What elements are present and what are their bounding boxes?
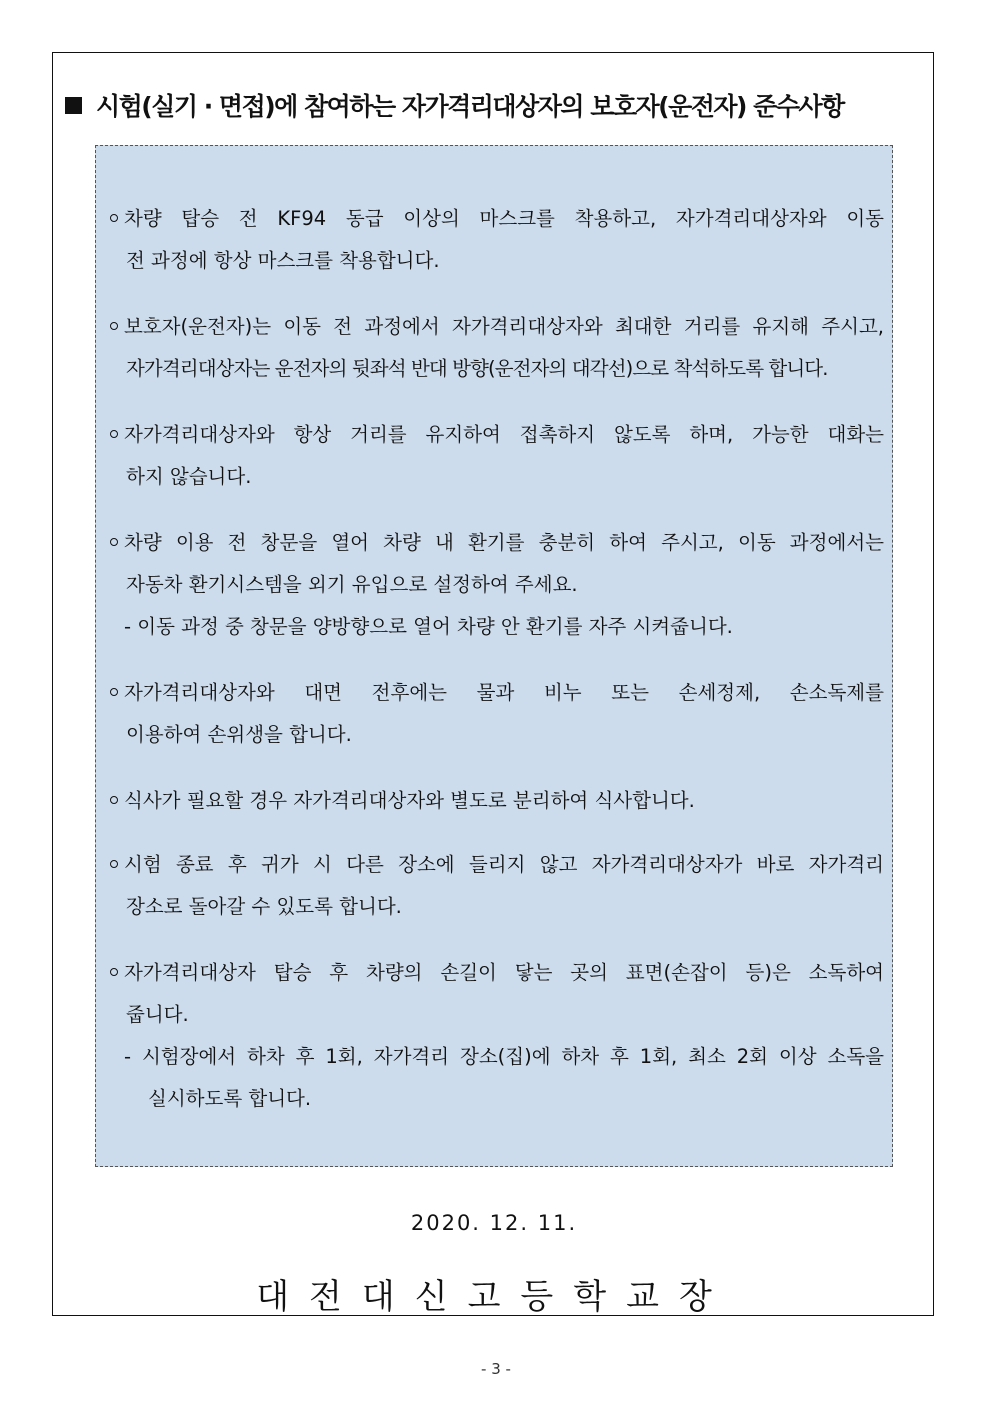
notice-line: 자가격리대상자는 운전자의 뒷좌석 반대 방향(운전자의 대각선)으로 착석하도록 합니다. — [126, 357, 828, 380]
notice-item — [110, 198, 884, 282]
notice-line: 자가격리대상자와 항상 거리를 유지하여 접촉하지 않도록 하며, 가능한 대화는 — [110, 414, 884, 456]
notice-line: 하지 않습니다. — [126, 465, 252, 488]
notice-line: 차량 이용 전 창문을 열어 차량 내 환기를 충분히 하여 주시고, 이동 과정에서는 — [110, 522, 884, 564]
notice-item — [110, 522, 884, 648]
notice-line: 이용하여 손위생을 합니다. — [126, 723, 352, 746]
notice-line: 자동차 환기시스템을 외기 유입으로 설정하여 주세요. — [126, 573, 578, 596]
notice-item — [110, 672, 884, 756]
notice-line: 차량 탑승 전 KF94 동급 이상의 마스크를 착용하고, 자가격리대상자와 이동 — [110, 198, 884, 240]
notice-item — [110, 780, 884, 822]
circle-bullet-icon — [110, 214, 118, 222]
document-frame — [52, 52, 934, 1316]
notice-sub-line: - 시험장에서 하차 후 1회, 자가격리 장소(집)에 하차 후 1회, 최소 2회 이상 소독을 — [124, 1045, 884, 1068]
page-number: - 3 - — [481, 1360, 511, 1378]
school-principal-signature: 대전대신고등학교장 — [256, 1277, 732, 1317]
issue-date: 2020. 12. 11. — [410, 1211, 578, 1235]
notice-item — [110, 414, 884, 498]
circle-bullet-icon — [110, 688, 118, 696]
notice-line: 자가격리대상자와 대면 전후에는 물과 비누 또는 손세정제, 손소독제를 — [110, 672, 884, 714]
notice-line: 장소로 돌아갈 수 있도록 합니다. — [126, 895, 402, 918]
circle-bullet-icon — [110, 538, 118, 546]
title-text: 시험(실기 · 면접)에 참여하는 자가격리대상자의 보호자(운전자) 준수사항 — [96, 92, 844, 121]
notice-line: 줍니다. — [126, 1003, 189, 1026]
notice-line: 보호자(운전자)는 이동 전 과정에서 자가격리대상자와 최대한 거리를 유지해 주시고, — [110, 306, 884, 348]
document-title — [63, 87, 844, 123]
circle-bullet-icon — [110, 796, 118, 804]
notice-item — [110, 306, 884, 390]
circle-bullet-icon — [110, 322, 118, 330]
circle-bullet-icon — [110, 968, 118, 976]
notice-line: 전 과정에 항상 마스크를 착용합니다. — [126, 249, 440, 272]
circle-bullet-icon — [110, 860, 118, 868]
notice-box — [95, 145, 893, 1167]
notice-item — [110, 952, 884, 1120]
notice-sub-line: - 이동 과정 중 창문을 양방향으로 열어 차량 안 환기를 자주 시켜줍니다. — [124, 615, 733, 638]
notice-line: 식사가 필요할 경우 자가격리대상자와 별도로 분리하여 식사합니다. — [110, 780, 884, 822]
square-bullet-icon — [65, 97, 82, 114]
notice-line: 자가격리대상자 탑승 후 차량의 손길이 닿는 곳의 표면(손잡이 등)은 소독하여 — [110, 952, 884, 994]
notice-line: 시험 종료 후 귀가 시 다른 장소에 들리지 않고 자가격리대상자가 바로 자가격리 — [110, 844, 884, 886]
notice-item — [110, 844, 884, 928]
circle-bullet-icon — [110, 430, 118, 438]
notice-sub-line: 실시하도록 합니다. — [148, 1087, 312, 1110]
